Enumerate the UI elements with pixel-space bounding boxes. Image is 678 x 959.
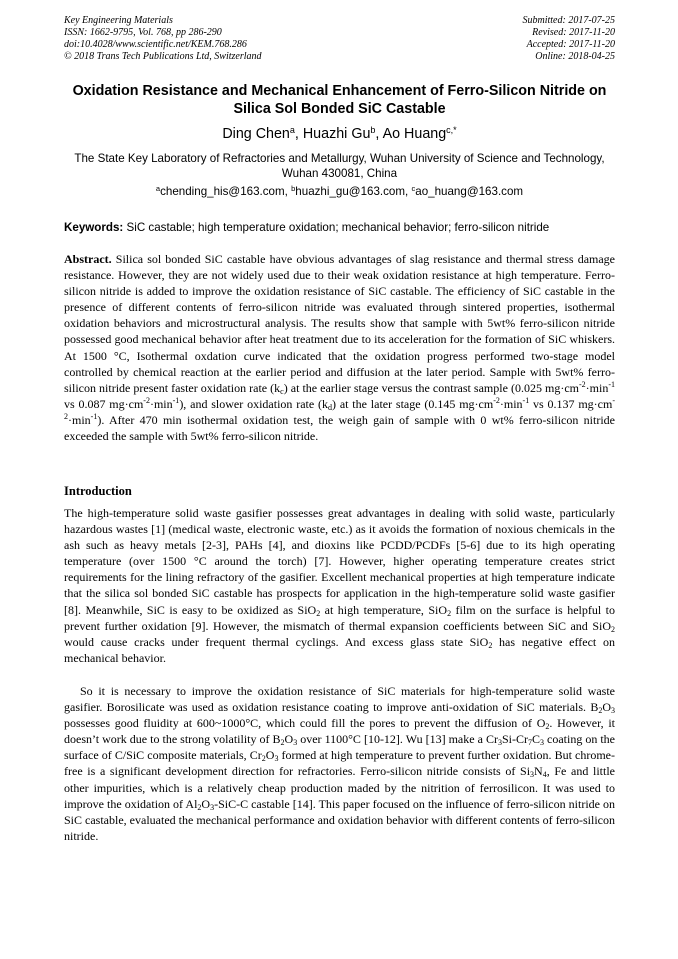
journal-doi: doi:10.4028/www.scientific.net/KEM.768.286 — [64, 39, 247, 50]
email-2 — [291, 185, 411, 198]
keywords-label: Keywords: — [64, 221, 124, 234]
author-list — [64, 125, 615, 143]
email-address: chending_his@163.com — [160, 185, 285, 198]
introduction-paragraph-2: So it is necessary to improve the oxidation resistance of SiC materials for high-temperature solid waste gasifier. Borosilicate was used as oxidation resistance coating to improve anti-oxidation of SiC materials. $B_2O_3$ possesses good fluidity at 600~1000°C, which could fill the pores to prevent the diffusion of $O_2$. However, it doesn’t work due to the strong volatility of $B_2O_3$ over 1100°C [10-12]. Wu [13] make a $Cr_3Si-Cr_7C_3$ coating on the surface of C/SiC composite materials, $Cr_2O_3$ formed at high temperature to prevent further oxidation. But chrome-free is a significant development direction for refractories. Ferro-silicon nitride consists of $Si_3N_4$, Fe and little other impurities, which is a relatively cheap production maded by the nitrition of ferrosilicon. It was used to improve the oxidation of $Al_2O_3-SiC-C$ castable [14]. This paper focused on the influence of ferro-silicon nitride on SiC castable, evaluated the mechanical performance and oxidation behavior with different contents of ferro-silicon nitride. — [64, 684, 616, 843]
email-mark: a — [155, 184, 161, 193]
author-separator: , — [375, 126, 383, 142]
journal-issn: ISSN: 1662-9795, Vol. 768, pp 286-290 — [64, 27, 222, 38]
date-accepted: Accepted: 2017-11-20 — [526, 39, 615, 50]
affiliation: The State Key Laboratory of Refractories and Metallurgy, Wuhan University of Science and Technology, Wuhan 430081, China — [74, 152, 605, 180]
abstract-text: Silica sol bonded SiC castable have obvious advantages of slag resistance and thermal stress damage resistance. However, they are not widely used due to their weak oxidation resistance at high temperature. Ferro-silicon nitride is added to improve the oxidation resistance of SiC castable. The efficiency of SiC castable in the presence of different contents of ferro-silicon nitride was evaluated through sintered properties, isothermal oxidation behaviors and microstructural analysis. The results show that sample with 5wt% ferro-silicon nitride possessed good mechanical behavior after heat treatment due to its acceleration for the formation of SiC whiskers. At 1500 °C, Isothermal oxdation curve indicated that the oxidation progress performed two-stage model controlled by chemical reaction at the earlier period and diffusion at the later period. Sample with 5wt% ferro-silicon nitride present faster oxidation rate $(k_c)$ at the earlier stage versus the contrast sample (0.025 $mg\cdot cm^{-2}\cdot\min^{-1}$ vs 0.087 $mg\cdot cm^{-2}\cdot\min^{-1}$), and slower oxidation rate $(k_d)$ at the later stage (0.145 $mg\cdot cm^{-2}\cdot\min^{-1}$ vs 0.137 $mg\cdot cm^{-2}\cdot\min^{-1}$). After 470 min isothermal oxidation test, the weigh gain of sample with 0 wt% ferro-silicon nitride exceeded the sample with 5wt% ferro-silicon nitride. — [64, 252, 616, 444]
abstract-label: Abstract. — [64, 252, 112, 266]
email-list — [64, 184, 615, 199]
keywords-text: SiC castable; high temperature oxidation; mechanical behavior; ferro-silicon nitride — [126, 221, 550, 234]
email-1 — [156, 185, 291, 198]
date-online: Online: 2018-04-25 — [535, 51, 615, 62]
email-3 — [412, 185, 524, 198]
journal-header-left — [64, 15, 262, 63]
author-name: Ding Chen — [222, 126, 290, 142]
author-3 — [383, 126, 457, 142]
email-separator: , — [284, 185, 292, 198]
keywords — [64, 220, 615, 235]
paper-title: Oxidation Resistance and Mechanical Enhancement of Ferro-Silicon Nitride on Silica Sol Bonded SiC Castable — [72, 83, 607, 117]
author-name: Ao Huang — [382, 126, 447, 142]
email-separator: , — [405, 185, 412, 198]
abstract — [64, 251, 615, 444]
author-name: Huazhi Gu — [302, 126, 371, 142]
email-mark: c — [411, 184, 416, 193]
author-1 — [222, 126, 303, 142]
email-address: huazhi_gu@163.com — [295, 185, 406, 198]
author-separator: , — [294, 126, 303, 142]
introduction-paragraph-1: The high-temperature solid waste gasifier possesses great advantages in dealing with solid waste, particularly hazardous wastes [1] (medical waste, electronic waste, etc.) as it avoids the formation of noxious chemicals in the ash such as heavy metals [2-3], PAHs [4], and dioxins like PCDD/PCDFs [5-6] due to its high operating temperature (over 1500 °C around the torch) [7]. However, higher operating temperature creates strict requirements for the lining refractory of the gasifier. Excellent mechanical properties at high temperature indicate that the silica sol bonded SiC castable has prospects for application in the high-temperature solid waste gasifier [8]. Meanwhile, SiC is easy to be oxidized as SiO$_2$ at high temperature, SiO$_2$ film on the surface is helpful to prevent further oxidation [9]. However, the mismatch of thermal expansion coefficients between SiC and SiO$_2$ would cause cracks under frequent thermal cyclings. And excess glass state SiO$_2$ has negative effect on mechanical behavior. — [64, 506, 615, 665]
journal-header-right — [523, 15, 616, 63]
date-submitted: Submitted: 2017-07-25 — [522, 15, 615, 26]
email-mark: b — [291, 184, 296, 193]
author-mark: c,* — [446, 125, 457, 135]
journal-copyright: © 2018 Trans Tech Publications Ltd, Switzerland — [64, 51, 262, 62]
author-mark: a — [289, 125, 295, 135]
author-2 — [303, 126, 383, 142]
email-address: ao_huang@163.com — [415, 185, 524, 198]
author-mark: b — [370, 125, 376, 135]
date-revised: Revised: 2017-11-20 — [532, 27, 615, 38]
journal-name: Key Engineering Materials — [64, 15, 173, 26]
introduction-heading: Introduction — [64, 484, 132, 498]
